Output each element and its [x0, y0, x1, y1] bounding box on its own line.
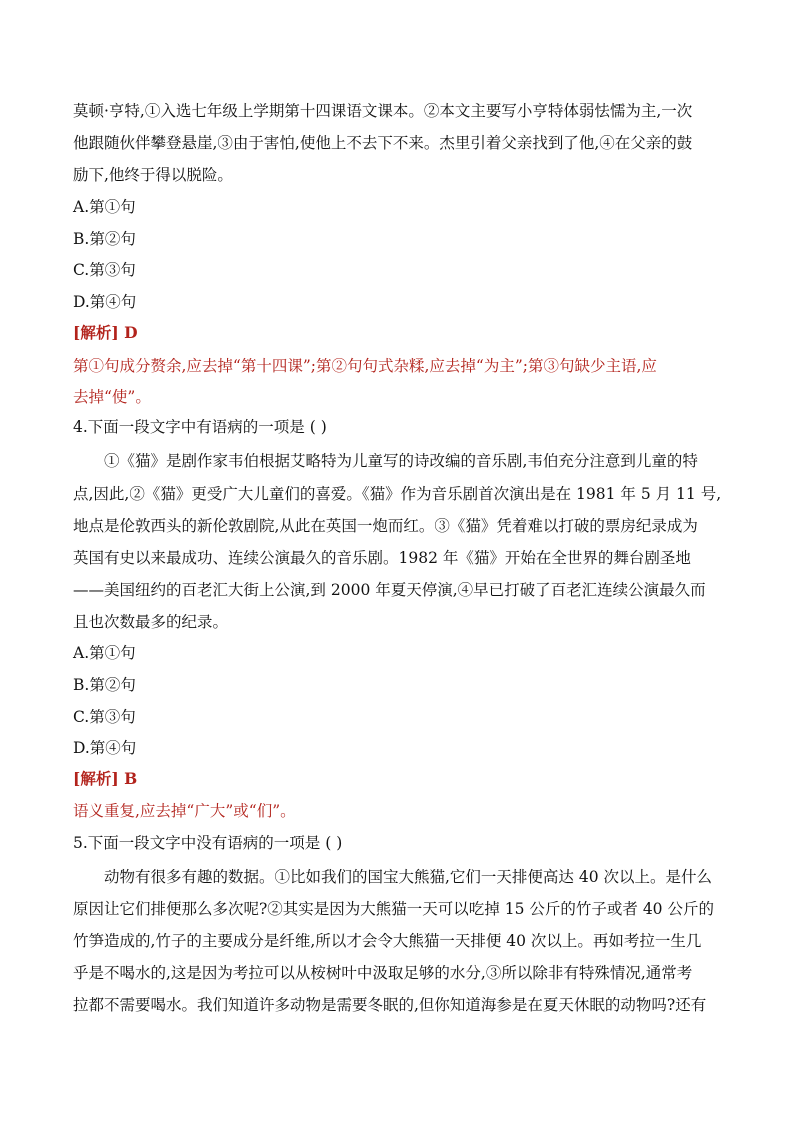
q3-passage-line-3: 励下,他终于得以脱险。: [73, 166, 233, 184]
q4-passage-line-6: 且也次数最多的纪录。: [73, 613, 229, 631]
q3-explanation-line-1: 第①句成分赘余,应去掉“第十四课”;第②句句式杂糅,应去掉“为主”;第③句缺少主语,应: [73, 357, 657, 375]
q4-passage-line-2: 点,因此,②《猫》更受广大儿童们的喜爱。《猫》作为音乐剧首次演出是在 1981 年 5 月 11 号,: [73, 485, 722, 503]
q4-passage-line-1: ①《猫》是剧作家韦伯根据艾略特为儿童写的诗改编的音乐剧,韦伯充分注意到儿童的特: [104, 452, 698, 470]
q3-option-c: C.第③句: [73, 261, 136, 279]
q4-stem: 4.下面一段文字中有语病的一项是 ( ): [73, 418, 327, 436]
q4-option-a: A.第①句: [73, 644, 136, 662]
q4-option-c: C.第③句: [73, 708, 136, 726]
q3-explanation-line-2: 去掉“使”。: [73, 388, 151, 406]
q3-passage-line-1: 莫顿·亨特,①入选七年级上学期第十四课语文课本。②本文主要写小亨特体弱怯懦为主,一次: [73, 102, 693, 120]
q3-option-b: B.第②句: [73, 230, 136, 248]
q4-passage-line-4: 英国有史以来最成功、连续公演最久的音乐剧。1982 年《猫》开始在全世界的舞台剧圣地: [73, 549, 691, 567]
q4-option-d: D.第④句: [73, 739, 137, 757]
q4-explanation-line-1: 语义重复,应去掉“广大”或“们”。: [73, 802, 296, 820]
q3-option-d: D.第④句: [73, 293, 137, 311]
q5-passage-line-3: 竹笋造成的,竹子的主要成分是纤维,所以才会令大熊猫一天排便 40 次以上。再如考拉一生几: [73, 932, 702, 950]
q4-passage-line-5: ——美国纽约的百老汇大街上公演,到 2000 年夏天停演,④早已打破了百老汇连续公演最久而: [73, 581, 706, 599]
q5-passage-line-4: 乎是不喝水的,这是因为考拉可以从桉树叶中汲取足够的水分,③所以除非有特殊情况,通常考: [73, 964, 693, 982]
q4-answer-label: [解析] B: [73, 769, 138, 788]
q3-option-a: A.第①句: [73, 198, 136, 216]
q5-passage-line-1: 动物有很多有趣的数据。①比如我们的国宝大熊猫,它们一天排便高达 40 次以上。是什么: [104, 868, 713, 886]
q4-option-b: B.第②句: [73, 676, 136, 694]
q4-passage-line-3: 地点是伦敦西头的新伦敦剧院,从此在英国一炮而红。③《猫》凭着难以打破的票房纪录成为: [73, 517, 698, 535]
q5-passage-line-5: 拉都不需要喝水。我们知道许多动物是需要冬眠的,但你知道海参是在夏天休眠的动物吗?还有: [73, 996, 707, 1014]
q5-passage-line-2: 原因让它们排便那么多次呢?②其实是因为大熊猫一天可以吃掉 15 公斤的竹子或者 40 公斤的: [73, 900, 714, 918]
q3-passage-line-2: 他跟随伙伴攀登悬崖,③由于害怕,使他上不去下不来。杰里引着父亲找到了他,④在父亲的鼓: [73, 134, 693, 152]
q5-stem: 5.下面一段文字中没有语病的一项是 ( ): [73, 834, 343, 852]
q3-answer-label: [解析] D: [73, 323, 138, 342]
